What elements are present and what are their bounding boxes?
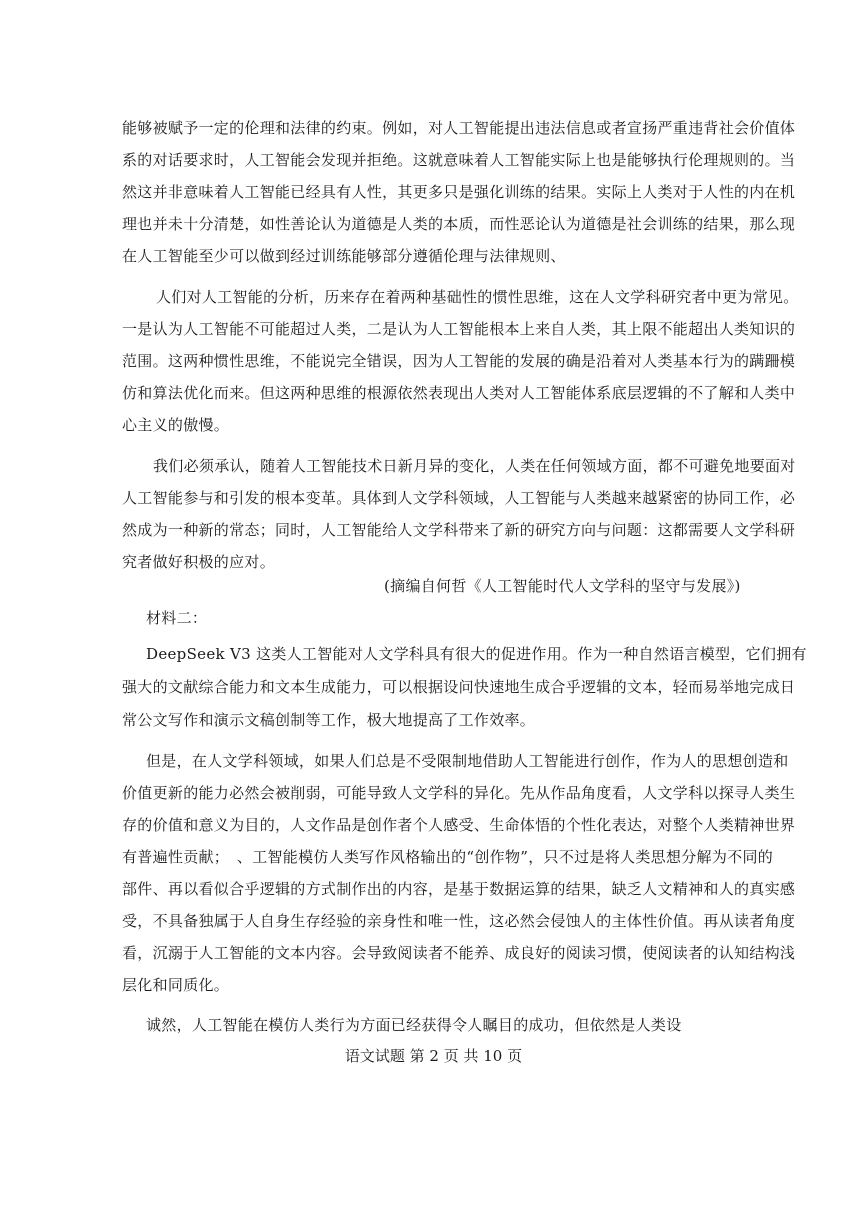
text-line: 能够被赋予一定的伦理和法律的约束。例如，对人工智能提出违法信息或者宣扬严重违背社会价值体 — [122, 119, 796, 137]
text-line: 范围。这两种惯性思维，不能说完全错误，因为人工智能的发展的确是沿着对人类基本行为的蹒跚模 — [122, 352, 796, 370]
text-line: 诚然，人工智能在模仿人类行为方面已经获得令人瞩目的成功，但依然是人类设 — [146, 1016, 682, 1034]
text-line: 人工智能参与和引发的根本变革。具体到人文学科领域，人工智能与人类越来越紧密的协同工作，必 — [122, 489, 796, 507]
text-line: 看，沉溺于人工智能的文本内容。会导致阅读者不能养、成良好的阅读习惯，使阅读者的认知结构浅 — [122, 944, 796, 962]
text-line: 常公文写作和演示文稿创制等工作，极大地提高了工作效率。 — [122, 711, 536, 729]
text-line: 究者做好积极的应对。 — [122, 553, 276, 571]
text-line: 系的对话要求时，人工智能会发现并拒绝。这就意味着人工智能实际上也是能够执行伦理规则的。当 — [122, 151, 796, 169]
text-line: DeepSeek V3 这类人工智能对人文学科具有很大的促进作用。作为一种自然语言模型，它们拥有 — [146, 645, 807, 663]
text-line: 一是认为人工智能不可能超过人类，二是认为人工智能根本上来自人类，其上限不能超出人类知识的 — [122, 320, 796, 338]
source-citation: (摘编自何哲《人工智能时代人文学科的坚守与发展》) — [384, 577, 741, 595]
text-line: 我们必须承认，随着人工智能技术日新月异的变化，人类在任何领域方面，都不可避免地要面对 — [153, 457, 796, 475]
text-line: 有普遍性贡献； 、工智能模仿人类写作风格输出的“创作物”，只不过是将人类思想分解为不同的 — [122, 848, 774, 866]
text-line: 层化和同质化。 — [122, 976, 230, 994]
text-line: 仿和算法优化而来。但这两种思维的根源依然表现出人类对人工智能体系底层逻辑的不了解和人类中 — [122, 384, 796, 402]
section-heading: 材料二： — [146, 609, 208, 627]
text-line: 强大的文献综合能力和文本生成能力，可以根据设问快速地生成合乎逻辑的文本，轻而易举地完成日 — [122, 678, 796, 696]
text-line: 存的价值和意义为目的，人文作品是创作者个人感受、生命体悟的个性化表达，对整个人类精神世界 — [122, 816, 796, 834]
text-line: 但是，在人文学科领域，如果人们总是不受限制地借助人工智能进行创作，作为人的思想创造和 — [146, 752, 789, 770]
text-line: 人们对人工智能的分析，历来存在着两种基础性的惯性思维，这在人文学科研究者中更为常见。 — [156, 288, 799, 306]
page-footer: 语文试题 第 2 页 共 10 页 — [344, 1047, 523, 1065]
text-line: 理也并未十分清楚，如性善论认为道德是人类的本质，而性恶论认为道德是社会训练的结果，那么现 — [122, 215, 796, 233]
text-line: 受，不具备独属于人自身生存经验的亲身性和唯一性，这必然会侵蚀人的主体性价值。再从读者角度 — [122, 912, 796, 930]
text-line: 然这并非意味着人工智能已经具有人性，其更多只是强化训练的结果。实际上人类对于人性的内在机 — [122, 183, 796, 201]
text-line: 在人工智能至少可以做到经过训练能够部分遵循伦理与法律规则、 — [122, 247, 566, 265]
text-line: 然成为一种新的常态；同时，人工智能给人文学科带来了新的研究方向与问题：这都需要人文学科研 — [122, 521, 796, 539]
text-line: 部件、再以看似合乎逻辑的方式制作出的内容，是基于数据运算的结果，缺乏人文精神和人的真实感 — [122, 880, 796, 898]
text-line: 心主义的傲慢。 — [122, 416, 230, 434]
text-line: 价值更新的能力必然会被削弱，可能导致人文学科的异化。先从作品角度看，人文学科以探寻人类生 — [122, 784, 796, 802]
